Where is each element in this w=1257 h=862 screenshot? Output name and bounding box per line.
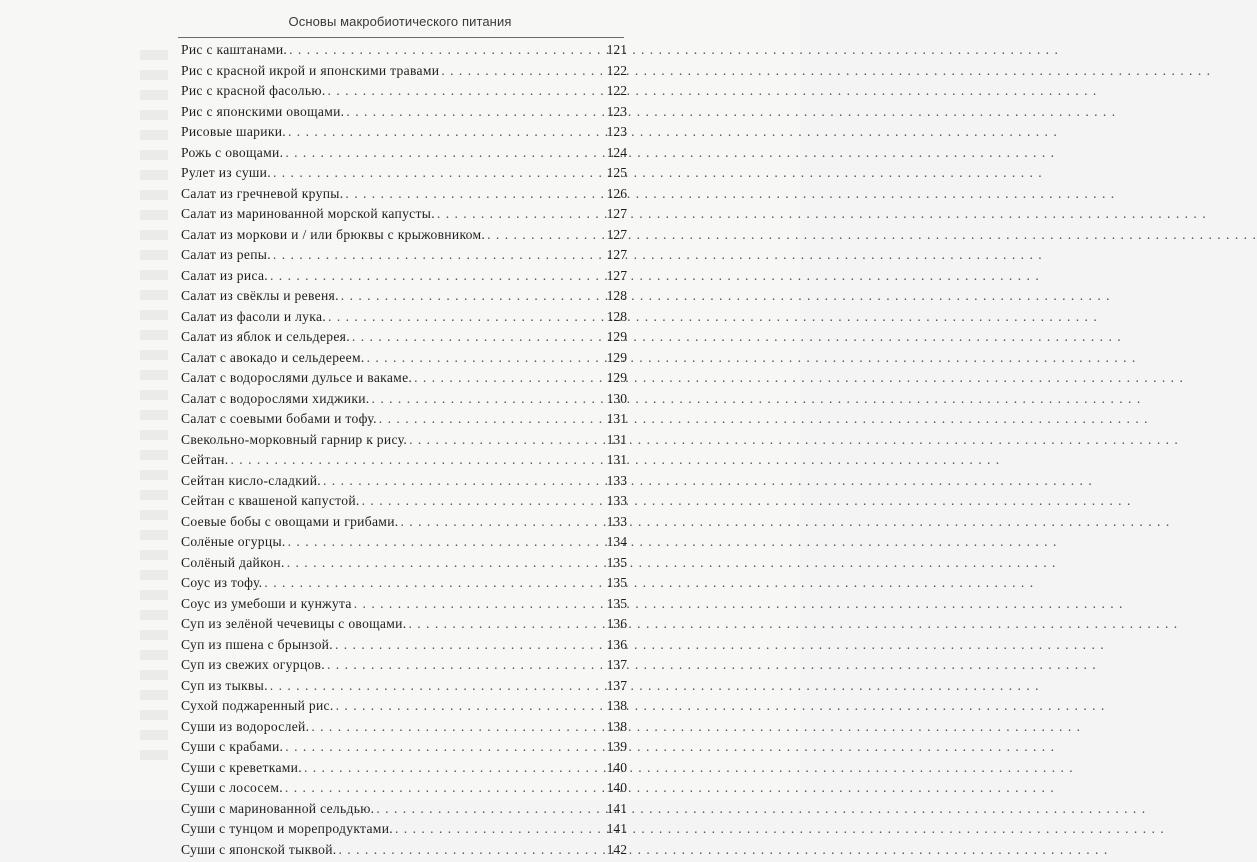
dot-leader: [323, 473, 597, 489]
toc-entry: [181, 309, 627, 330]
dot-leader: [408, 616, 597, 632]
toc-entry: [181, 575, 627, 596]
dot-leader: [270, 678, 597, 694]
toc-entry-page: 136: [597, 616, 627, 632]
dot-leader: [414, 370, 597, 386]
toc-entry-page: 142: [597, 842, 627, 858]
toc-entry-title: Суп из зелёной чечевицы с овощами.: [181, 616, 408, 632]
toc-entry-page: 140: [597, 760, 627, 776]
dot-leader: [289, 42, 597, 58]
toc-entry-page: 135: [597, 575, 627, 591]
toc-entry: [181, 350, 627, 371]
dot-leader: [362, 493, 597, 509]
dot-leader: [395, 821, 597, 837]
toc-entry-page: 123: [597, 124, 627, 140]
toc-entry-page: 127: [597, 268, 627, 284]
toc-entry: [181, 801, 627, 822]
toc-entry: [181, 842, 627, 862]
toc-entry: [181, 780, 627, 801]
toc-entry-title: Суп из тыквы.: [181, 678, 270, 694]
dot-leader: [372, 391, 597, 407]
toc-entry-page: 138: [597, 719, 627, 735]
toc-entry-page: 127: [597, 227, 627, 243]
toc-entry-title: Суши из водорослей.: [181, 719, 311, 735]
toc-entry-page: 139: [597, 739, 627, 755]
dot-leader: [341, 288, 597, 304]
dot-leader: [437, 206, 597, 222]
toc-entry-page: 121: [597, 42, 627, 58]
dot-leader: [230, 452, 597, 468]
toc-entry-title: Суши с креветками.: [181, 760, 304, 776]
toc-entry-title: Суши с маринованной сельдью.: [181, 801, 376, 817]
toc-entry-title: Салат из свёклы и ревеня.: [181, 288, 341, 304]
toc-entry: [181, 678, 627, 699]
toc-entry-title: Суши с крабами.: [181, 739, 285, 755]
toc-entry: [181, 268, 627, 289]
toc-entry-title: Рис с красной фасолью.: [181, 83, 328, 99]
toc-entry-page: 141: [597, 801, 627, 817]
toc-entry-title: Рис с японскими овощами.: [181, 104, 346, 120]
toc-entry-page: 140: [597, 780, 627, 796]
dot-leader: [409, 432, 597, 448]
dot-leader: [487, 227, 597, 243]
toc-entry: [181, 186, 627, 207]
toc-entry-page: 129: [597, 329, 627, 345]
dot-leader: [336, 698, 597, 714]
toc-entry: [181, 452, 627, 473]
toc-entry-page: 122: [597, 83, 627, 99]
dot-leader: [354, 596, 597, 612]
show-through-text: [140, 50, 168, 770]
toc-entry-title: Салат из моркови и / или брюквы с крыжовником.: [181, 227, 487, 243]
toc-entry: [181, 760, 627, 781]
toc-entry-page: 133: [597, 493, 627, 509]
toc-entry: [181, 534, 627, 555]
toc-entry-title: Суши с лососем.: [181, 780, 285, 796]
toc-entry: [181, 493, 627, 514]
toc-entry-title: Салат из фасоли и лука.: [181, 309, 328, 325]
toc-entry: [181, 206, 627, 227]
toc-entry-title: Салат с водорослями дульсе и вакаме.: [181, 370, 414, 386]
toc-entry-title: Салат с авокадо и сельдереем.: [181, 350, 367, 366]
toc-entry-page: 131: [597, 411, 627, 427]
toc-entry-page: 129: [597, 370, 627, 386]
toc-entry-page: 125: [597, 165, 627, 181]
toc-entry-title: Салат с соевыми бобами и тофу.: [181, 411, 379, 427]
toc-entry-title: Рожь с овощами.: [181, 145, 285, 161]
toc-entry: [181, 698, 627, 719]
toc-entry-title: Рис с красной икрой и японскими травами: [181, 63, 441, 79]
toc-entry: [181, 227, 627, 248]
dot-leader: [273, 165, 597, 181]
dot-leader: [335, 637, 597, 653]
dot-leader: [285, 739, 597, 755]
toc-entry-title: Салат из яблок и сельдерея.: [181, 329, 352, 345]
toc-entry: [181, 42, 627, 63]
toc-entry: [181, 288, 627, 309]
toc-entry: [181, 596, 627, 617]
toc-entry-title: Солёные огурцы.: [181, 534, 288, 550]
dot-leader: [367, 350, 597, 366]
toc-entry: [181, 83, 627, 104]
toc-entry-title: Соус из умебоши и кунжута: [181, 596, 354, 612]
toc-entry: [181, 145, 627, 166]
toc-entry-title: Сейтан.: [181, 452, 230, 468]
toc-entry: [181, 657, 627, 678]
toc-entry-title: Сейтан кисло-сладкий.: [181, 473, 323, 489]
toc-entry: [181, 514, 627, 535]
toc-entry-page: 138: [597, 698, 627, 714]
toc-entry-title: Салат из маринованной морской капусты.: [181, 206, 437, 222]
dot-leader: [288, 534, 597, 550]
dot-leader: [273, 247, 597, 263]
dot-leader: [379, 411, 597, 427]
toc-entry-title: Солёный дайкон.: [181, 555, 287, 571]
toc-entry-title: Сейтан с квашеной капустой.: [181, 493, 362, 509]
toc-entry: [181, 370, 627, 391]
dot-leader: [288, 124, 597, 140]
toc-entry: [181, 473, 627, 494]
dot-leader: [376, 801, 597, 817]
toc-entry-page: 136: [597, 637, 627, 653]
toc-entry: [181, 124, 627, 145]
toc-entry-title: Соевые бобы с овощами и грибами.: [181, 514, 400, 530]
toc-entry-page: 137: [597, 678, 627, 694]
toc-entry: [181, 719, 627, 740]
dot-leader: [400, 514, 597, 530]
dot-leader: [270, 268, 597, 284]
toc-entry: [181, 616, 627, 637]
toc-entry-page: 128: [597, 309, 627, 325]
toc-entry-title: Рисовые шарики.: [181, 124, 288, 140]
dot-leader: [328, 83, 597, 99]
toc-entry: [181, 63, 627, 84]
dot-leader: [441, 63, 597, 79]
toc-entry-page: 137: [597, 657, 627, 673]
dot-leader: [339, 842, 598, 858]
dot-leader: [346, 104, 597, 120]
dot-leader: [287, 555, 597, 571]
toc-entry-page: 127: [597, 247, 627, 263]
toc-entry: [181, 555, 627, 576]
toc-entry: [181, 104, 627, 125]
toc-entry-page: 129: [597, 350, 627, 366]
dot-leader: [311, 719, 597, 735]
table-of-contents: [181, 42, 627, 862]
toc-entry: [181, 637, 627, 658]
toc-entry-title: Сухой поджаренный рис.: [181, 698, 336, 714]
toc-entry-page: 124: [597, 145, 627, 161]
toc-entry: [181, 247, 627, 268]
toc-entry-title: Суши с тунцом и морепродуктами.: [181, 821, 395, 837]
toc-entry-title: Рис с каштанами.: [181, 42, 289, 58]
toc-entry-page: 141: [597, 821, 627, 837]
toc-entry-title: Суши с японской тыквой.: [181, 842, 339, 858]
dot-leader: [285, 145, 597, 161]
toc-entry-page: 135: [597, 555, 627, 571]
toc-entry-page: 135: [597, 596, 627, 612]
dot-leader: [285, 780, 597, 796]
dot-leader: [328, 309, 597, 325]
running-header: Основы макробиотического питания: [0, 14, 800, 29]
dot-leader: [345, 186, 597, 202]
toc-entry: [181, 432, 627, 453]
toc-entry-title: Салат из риса.: [181, 268, 270, 284]
toc-entry-page: 127: [597, 206, 627, 222]
toc-entry-title: Рулет из суши.: [181, 165, 273, 181]
toc-entry-page: 131: [597, 432, 627, 448]
toc-entry: [181, 165, 627, 186]
dot-leader: [327, 657, 597, 673]
toc-entry-page: 126: [597, 186, 627, 202]
toc-entry-title: Суп из свежих огурцов.: [181, 657, 327, 673]
toc-entry: [181, 329, 627, 350]
toc-entry-page: 131: [597, 452, 627, 468]
toc-entry-page: 133: [597, 514, 627, 530]
toc-entry: [181, 391, 627, 412]
toc-entry-title: Соус из тофу.: [181, 575, 264, 591]
toc-entry: [181, 821, 627, 842]
toc-entry-title: Салат с водорослями хиджики.: [181, 391, 372, 407]
toc-entry-title: Свекольно-морковный гарнир к рису.: [181, 432, 409, 448]
toc-entry-page: 123: [597, 104, 627, 120]
toc-entry: [181, 739, 627, 760]
toc-entry-page: 134: [597, 534, 627, 550]
toc-entry-title: Салат из репы.: [181, 247, 273, 263]
dot-leader: [352, 329, 597, 345]
toc-entry-title: Салат из гречневой крупы.: [181, 186, 345, 202]
toc-entry-page: 130: [597, 391, 627, 407]
toc-entry: [181, 411, 627, 432]
toc-entry-page: 122: [597, 63, 627, 79]
dot-leader: [304, 760, 597, 776]
toc-entry-page: 128: [597, 288, 627, 304]
dot-leader: [264, 575, 597, 591]
toc-entry-page: 133: [597, 473, 627, 489]
toc-entry-title: Суп из пшена с брынзой.: [181, 637, 335, 653]
header-divider: [178, 37, 624, 38]
